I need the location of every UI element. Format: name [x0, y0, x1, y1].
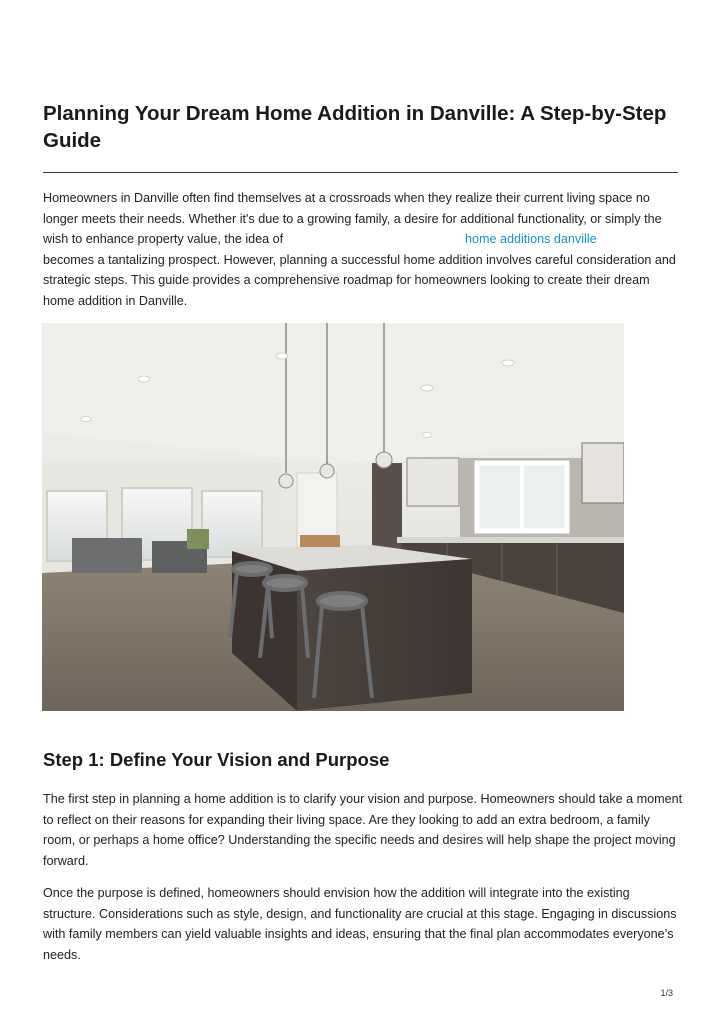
home-additions-link[interactable]: home additions danville — [465, 232, 597, 246]
intro-text-start: Homeowners in Danville often find themselves at a crossroads when they realize their current living space no longer meets their needs. Whether it's due to a growing family, a desire for additional functionality, or simply the wish to enhance property value, the idea of — [43, 191, 662, 246]
title-divider — [43, 172, 678, 173]
step1-heading: Step 1: Define Your Vision and Purpose — [43, 749, 390, 770]
step1-paragraph-1: The first step in planning a home addition is to clarify your vision and purpose. Homeowners should take a moment to reflect on their reasons for expanding their living space. Are they looking to add an extra bedroom, a family room, or perhaps a home office? Understanding the specific needs and desires will help shape the project moving forward. — [43, 792, 683, 868]
kitchen-photo — [42, 323, 624, 711]
intro-paragraph — [43, 188, 683, 311]
intro-text-end: becomes a tantalizing prospect. However, planning a successful home addition involves careful consideration and strategic steps. This guide provides a comprehensive roadmap for homeowners looking to create their dream home addition in Danville. — [43, 252, 676, 308]
page-number: 1/3 — [660, 988, 673, 998]
step1-paragraph-2: Once the purpose is defined, homeowners should envision how the addition will integrate into the existing structure. Considerations such as style, design, and functionality are crucial at this stage. Engaging in discussions with family members can yield valuable insights and ideas, ensuring that the final plan accommodates everyone’s needs. — [43, 886, 677, 962]
article-title: Planning Your Dream Home Addition in Danville: A Step-by-Step Guide — [43, 102, 667, 152]
